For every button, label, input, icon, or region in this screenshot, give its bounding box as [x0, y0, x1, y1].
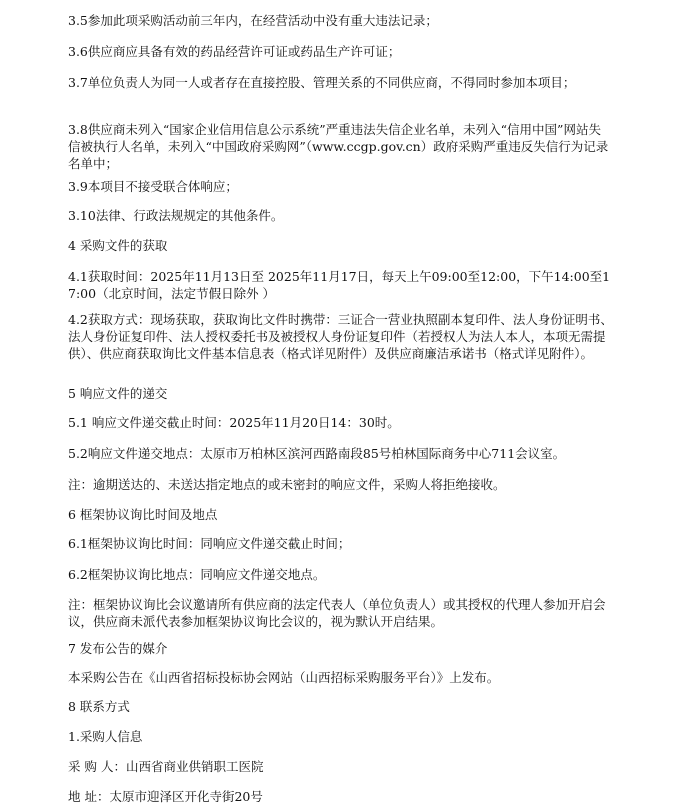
clause-3-7: 3.7单位负责人为同一人或者存在直接控股、管理关系的不同供应商，不得同时参加本项目； [68, 75, 576, 90]
clause-5-1: 5.1 响应文件递交截止时间：2025年11月20日14：30时。 [68, 415, 400, 430]
section-heading-7: 7 发布公告的媒介 [68, 641, 168, 656]
purchaser-address: 地 址：太原市迎泽区开化寺街20号 [68, 789, 263, 804]
note-framework-meeting: 注：框架协议询比会议邀请所有供应商的法定代表人（单位负责人）或其授权的代理人参加开启会议，供应商未派代表参加框架协议询比会议的，视为默认开启结果。 [68, 597, 606, 629]
section-heading-5: 5 响应文件的递交 [68, 386, 168, 401]
clause-3-6: 3.6供应商应具备有效的药品经营许可证或药品生产许可证； [68, 44, 401, 59]
clause-3-5: 3.5参加此项采购活动前三年内，在经营活动中没有重大违法记录； [68, 13, 438, 28]
clause-3-9: 3.9本项目不接受联合体响应； [68, 179, 238, 194]
publication-media: 本采购公告在《山西省招标投标协会网站（山西招标采购服务平台）》上发布。 [68, 670, 500, 685]
purchaser-name: 采 购 人：山西省商业供销职工医院 [68, 759, 264, 774]
section-heading-8: 8 联系方式 [68, 699, 130, 714]
note-late-delivery: 注：逾期送达的、未送达指定地点的或未密封的响应文件，采购人将拒绝接收。 [68, 477, 506, 492]
clause-3-10: 3.10法律、行政法规规定的其他条件。 [68, 208, 284, 223]
clause-4-2: 4.2获取方式：现场获取，获取询比文件时携带：三证合一营业执照副本复印件、法人身份证明书、法人身份证复印件、法人授权委托书及被授权人身份证复印件（若授权人为法人本人，本项无需提供）、供应商获取询比文件基本信息表（格式详见附件）及供应商廉洁承诺书（格式详见附件）。 [68, 312, 613, 361]
clause-5-2: 5.2响应文件递交地点：太原市万柏林区滨河西路南段85号柏林国际商务中心711会议室。 [68, 446, 566, 461]
section-heading-4: 4 采购文件的获取 [68, 238, 168, 253]
clause-6-1: 6.1框架协议询比时间：同响应文件递交截止时间； [68, 536, 351, 551]
section-heading-6: 6 框架协议询比时间及地点 [68, 507, 218, 522]
clause-3-8: 3.8供应商未列入“国家企业信用信息公示系统”严重违法失信企业名单，未列入“信用中国”网站失信被执行人名单，未列入“中国政府采购网”（www.ccgp.gov.cn）政府采购严重违反失信行为记录名单中； [68, 122, 609, 171]
purchaser-info-heading: 1.采购人信息 [68, 729, 143, 744]
clause-4-1: 4.1获取时间：2025年11月13日至 2025年11月17日，每天上午09:00至12:00，下午14:00至17:00（北京时间，法定节假日除外 ） [68, 269, 611, 301]
clause-6-2: 6.2框架协议询比地点：同响应文件递交地点。 [68, 567, 326, 582]
